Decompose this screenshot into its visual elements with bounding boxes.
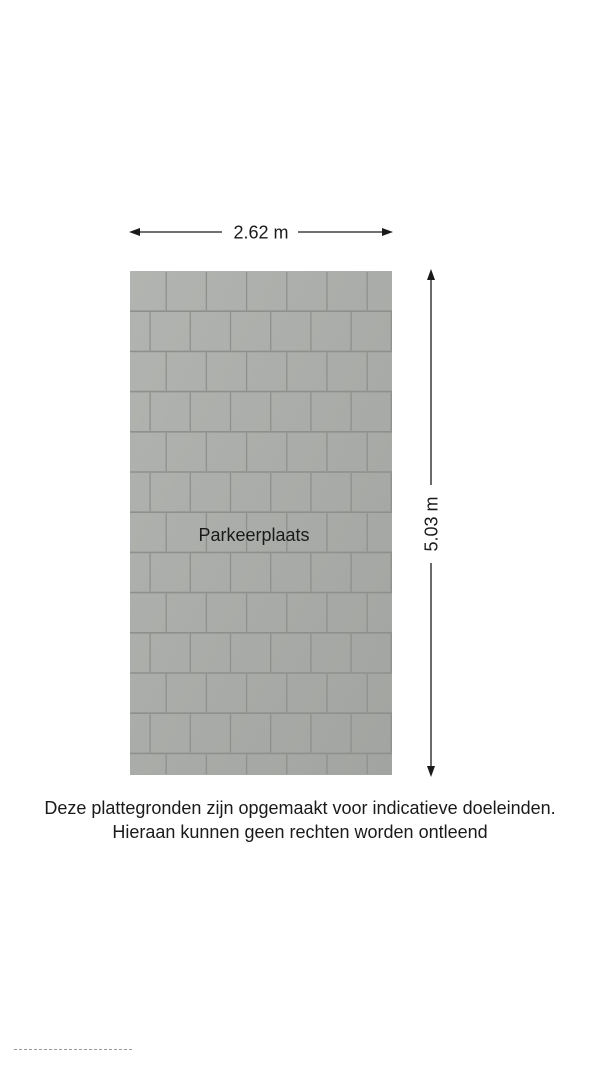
parking-paving-area [130,271,392,775]
disclaimer-line-2: Hieraan kunnen geen rechten worden ontleend [112,822,488,842]
width-dimension [129,223,393,243]
width-label: 2.62 m [233,222,289,243]
arrow-up-icon [427,269,435,280]
arrow-down-icon [427,766,435,777]
arrow-right-icon [382,228,393,236]
disclaimer-line-1: Deze plattegronden zijn opgemaakt voor indicatieve doeleinden. [44,798,556,818]
depth-label: 5.03 m [421,496,442,552]
depth-dimension [422,269,442,777]
room-label: Parkeerplaats [198,525,310,545]
footer-fine-print [14,1049,132,1050]
arrow-left-icon [129,228,140,236]
